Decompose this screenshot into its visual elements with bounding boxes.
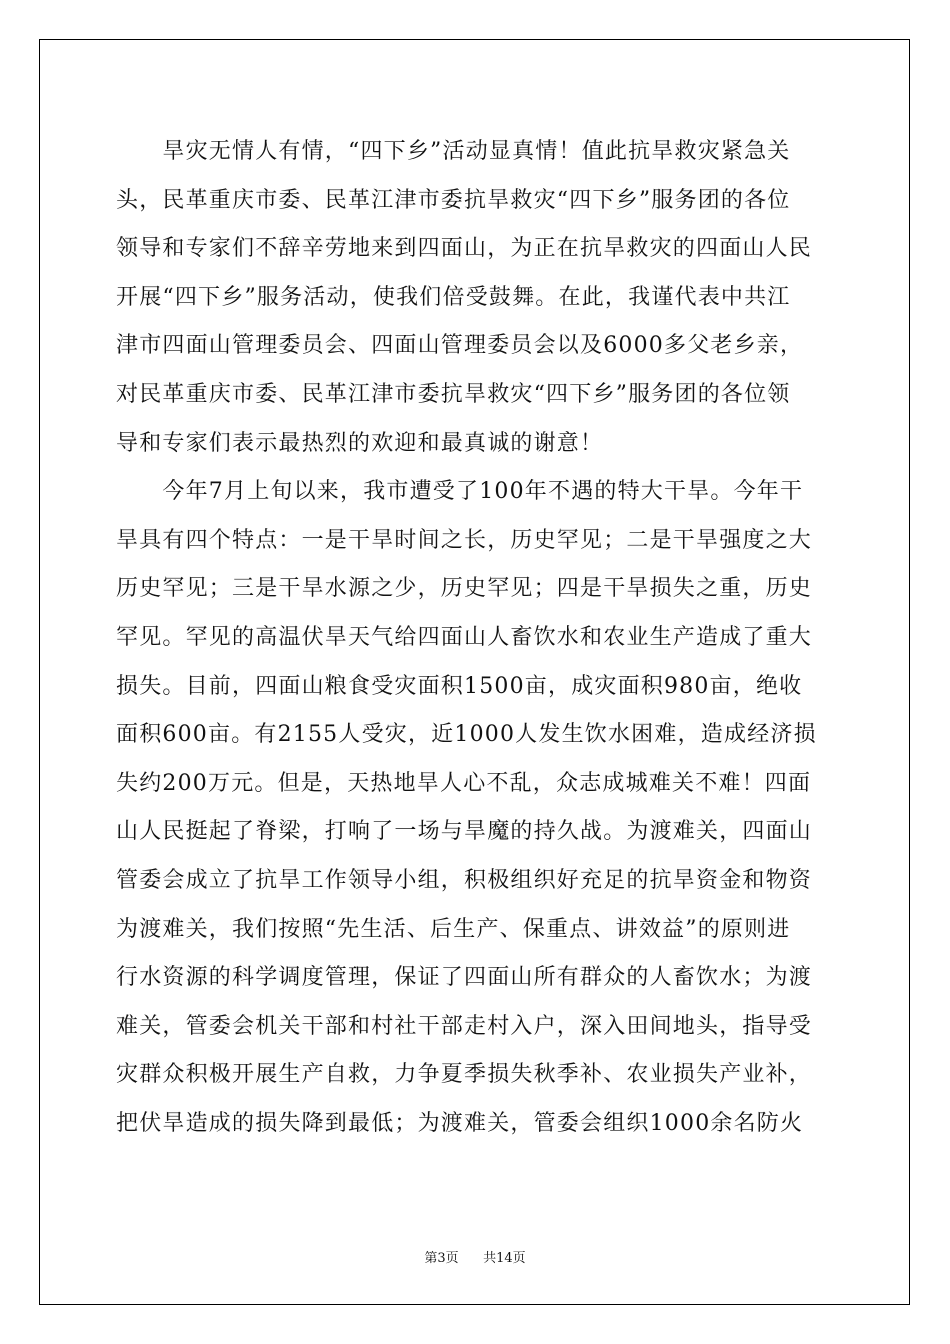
text-line: 导和专家们表示最热烈的欢迎和最真诚的谢意！ [116, 430, 604, 456]
text-line: 山人民挺起了脊梁，打响了一场与旱魔的持久战。为渡难关，四面山 [116, 819, 813, 845]
page-total: 共14页 [483, 1251, 526, 1266]
text-line: 难关，管委会机关干部和村社干部走村入户，深入田间地头，指导受 [116, 1013, 813, 1039]
text-line: 面积600亩。有2155人受灾，近1000人发生饮水困难，造成经济损 [116, 722, 817, 748]
text-line: 灾群众积极开展生产自救，力争夏季损失秋季补、农业损失产业补， [116, 1062, 813, 1088]
text-line: 领导和专家们不辞辛劳地来到四面山，为正在抗旱救灾的四面山人民 [116, 236, 813, 262]
text-line: 旱具有四个特点：一是干旱时间之长，历史罕见；二是干旱强度之大 [116, 527, 813, 553]
paragraph-1 [116, 128, 834, 468]
text-line: 罕见。罕见的高温伏旱天气给四面山人畜饮水和农业生产造成了重大 [116, 624, 813, 650]
text-line: 津市四面山管理委员会、四面山管理委员会以及6000多父老乡亲， [116, 333, 804, 359]
text-line: 历史罕见；三是干旱水源之少，历史罕见；四是干旱损失之重，历史 [116, 576, 813, 602]
text-line: 今年7月上旬以来，我市遭受了100年不遇的特大干旱。今年干 [116, 479, 804, 505]
text-line: 行水资源的科学调度管理，保证了四面山所有群众的人畜饮水；为渡 [116, 965, 813, 991]
document-body [116, 128, 834, 1148]
text-line: 把伏旱造成的损失降到最低；为渡难关，管委会组织1000余名防火 [116, 1110, 804, 1136]
text-line: 损失。目前，四面山粮食受灾面积1500亩，成灾面积980亩，绝收 [116, 673, 803, 699]
text-line: 开展“四下乡”服务活动，使我们倍受鼓舞。在此，我谨代表中共江 [116, 284, 791, 310]
text-line: 为渡难关，我们按照“先生活、后生产、保重点、讲效益”的原则进 [116, 916, 791, 942]
paragraph-2 [116, 468, 834, 1148]
text-line: 旱灾无情人有情，“四下乡”活动显真情！值此抗旱救灾紧急关 [116, 139, 791, 164]
text-line: 对民革重庆市委、民革江津市委抗旱救灾“四下乡”服务团的各位领 [116, 381, 791, 407]
page-number: 第3页 [424, 1251, 459, 1266]
text-line: 头，民革重庆市委、民革江津市委抗旱救灾“四下乡”服务团的各位 [116, 187, 791, 213]
text-line: 失约200万元。但是，天热地旱人心不乱，众志成城难关不难！四面 [116, 770, 812, 796]
page-footer [0, 1247, 950, 1266]
text-line: 管委会成立了抗旱工作领导小组，积极组织好充足的抗旱资金和物资 [116, 867, 813, 893]
